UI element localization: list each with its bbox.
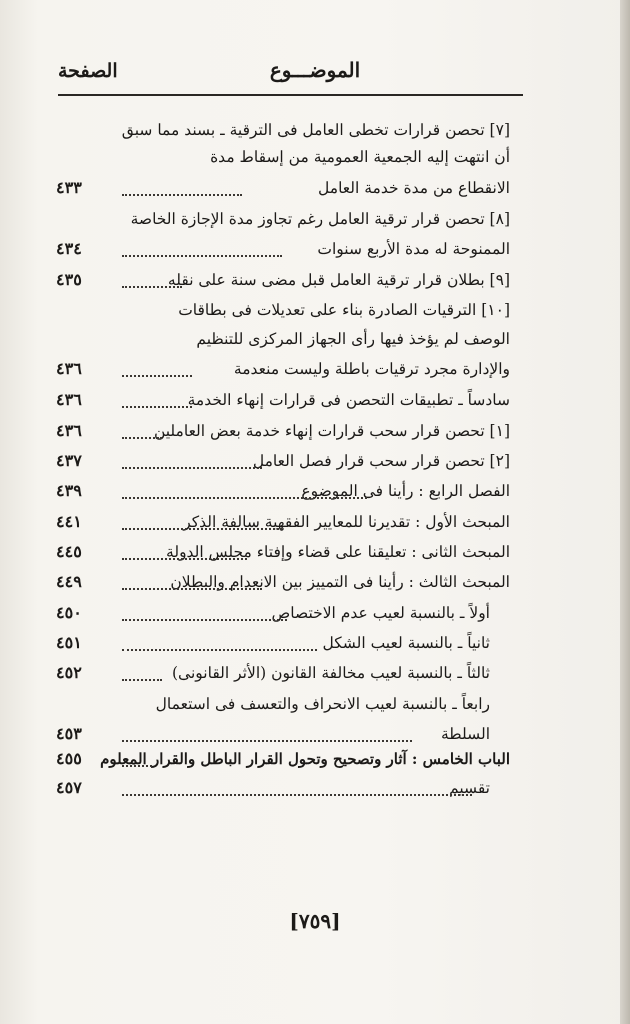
- toc-entry-text: الممنوحة له مدة الأربع سنوات: [317, 240, 510, 258]
- toc-page-number: ٤٤١: [56, 512, 82, 531]
- toc-entry-text: سادساً ـ تطبيقات التحصن فى قرارات إنهاء الخدمة: [187, 391, 510, 409]
- toc-entry-text: [٢] تحصن قرار سحب قرار فصل العامل: [252, 452, 510, 470]
- dot-leader: [122, 679, 162, 681]
- dot-leader: [122, 194, 242, 196]
- toc-page-number: ٤٣٧: [56, 451, 82, 470]
- toc-page-number: ٤٣٣: [56, 178, 82, 197]
- toc-entry-text: الباب الخامس : آثار وتصحيح وتحول القرار الباطل والقرار المعلوم: [100, 750, 510, 768]
- toc-entry-text: المبحث الثالث : رأينا فى التمييز بين الانعدام والبطلان: [170, 573, 510, 591]
- toc-entry-text: تقسيم: [449, 779, 490, 797]
- toc-entry-text: [٨] تحصن قرار ترقية العامل رغم تجاوز مدة الإجازة الخاصة: [130, 210, 510, 228]
- toc-page-number: ٤٣٦: [56, 390, 82, 409]
- toc-page-number: ٤٥٠: [56, 603, 82, 622]
- toc-entry-text: السلطة: [440, 725, 490, 743]
- toc-entry-text: الوصف لم يؤخذ فيها رأى الجهاز المركزى للتنظيم: [196, 330, 510, 348]
- toc-page-number: ٤٣٥: [56, 270, 82, 289]
- toc-entry-text: [١] تحصن قرار سحب قرارات إنهاء خدمة بعض العاملين: [153, 422, 510, 440]
- toc-page-number: ٤٣٩: [56, 481, 82, 500]
- toc-page-number: ٤٣٤: [56, 239, 82, 258]
- dot-leader: [122, 794, 472, 796]
- page-folio-number: [٧٥٩]: [289, 909, 341, 933]
- toc-page-number: ٤٥٧: [56, 778, 82, 797]
- dot-leader: [122, 497, 367, 499]
- toc-page-number: ٤٥١: [56, 633, 82, 652]
- toc-entry-text: [١٠] الترقيات الصادرة بناء على تعديلات فى بطاقات: [178, 301, 510, 319]
- toc-entry-text: ثالثاً ـ بالنسبة لعيب مخالفة القانون (الأثر القانونى): [172, 664, 490, 682]
- toc-entry-text: [٧] تحصن قرارات تخطى العامل فى الترقية ـ بسند مما سبق: [121, 121, 510, 139]
- toc-page-number: ٤٣٦: [56, 359, 82, 378]
- toc-entry-text: رابعاً ـ بالنسبة لعيب الانحراف والتعسف فى استعمال: [155, 695, 490, 713]
- dot-leader: [122, 467, 262, 469]
- toc-entry-text: المبحث الثانى : تعليقنا على قضاء وإفتاء مجلس الدولة: [166, 543, 510, 561]
- toc-entry-text: ثانياً ـ بالنسبة لعيب الشكل: [322, 634, 490, 652]
- dot-leader: [122, 619, 287, 621]
- topic-column-heading: الموضـــوع: [269, 58, 361, 82]
- toc-entry-text: أن انتهت إليه الجمعية العمومية من إسقاط مدة: [210, 148, 510, 166]
- dot-leader: [122, 437, 162, 439]
- dot-leader: [122, 528, 282, 530]
- toc-entry-text: الفصل الرابع : رأينا فى الموضوع: [301, 482, 510, 500]
- dot-leader: [122, 375, 192, 377]
- dot-leader: [122, 649, 317, 651]
- toc-page-number: ٤٤٩: [56, 572, 82, 591]
- page-column-heading: الصفحة: [58, 60, 118, 82]
- dot-leader: [122, 558, 247, 560]
- dot-leader: [122, 286, 182, 288]
- toc-page-number: ٤٥٣: [56, 724, 82, 743]
- toc-page-number: ٤٣٦: [56, 421, 82, 440]
- toc-page-number: ٤٥٥: [56, 749, 82, 768]
- toc-page-number: ٤٥٢: [56, 663, 82, 682]
- dot-leader: [122, 255, 282, 257]
- toc-entry-text: [٩] بطلان قرار ترقية العامل قبل مضى سنة على نقله: [167, 271, 510, 289]
- dot-leader: [122, 765, 152, 767]
- toc-page-number: ٤٤٥: [56, 542, 82, 561]
- toc-entry-text: المبحث الأول : تقديرنا للمعايير الفقهية سالفة الذكر: [183, 513, 510, 531]
- dot-leader: [122, 406, 192, 408]
- dot-leader: [122, 740, 412, 742]
- toc-entry-text: أولاً ـ بالنسبة لعيب عدم الاختصاص: [271, 604, 490, 622]
- toc-entry-text: والإدارة مجرد ترقيات باطلة وليست منعدمة: [233, 360, 510, 378]
- dot-leader: [122, 588, 262, 590]
- toc-entry-text: الانقطاع من مدة خدمة العامل: [318, 179, 510, 197]
